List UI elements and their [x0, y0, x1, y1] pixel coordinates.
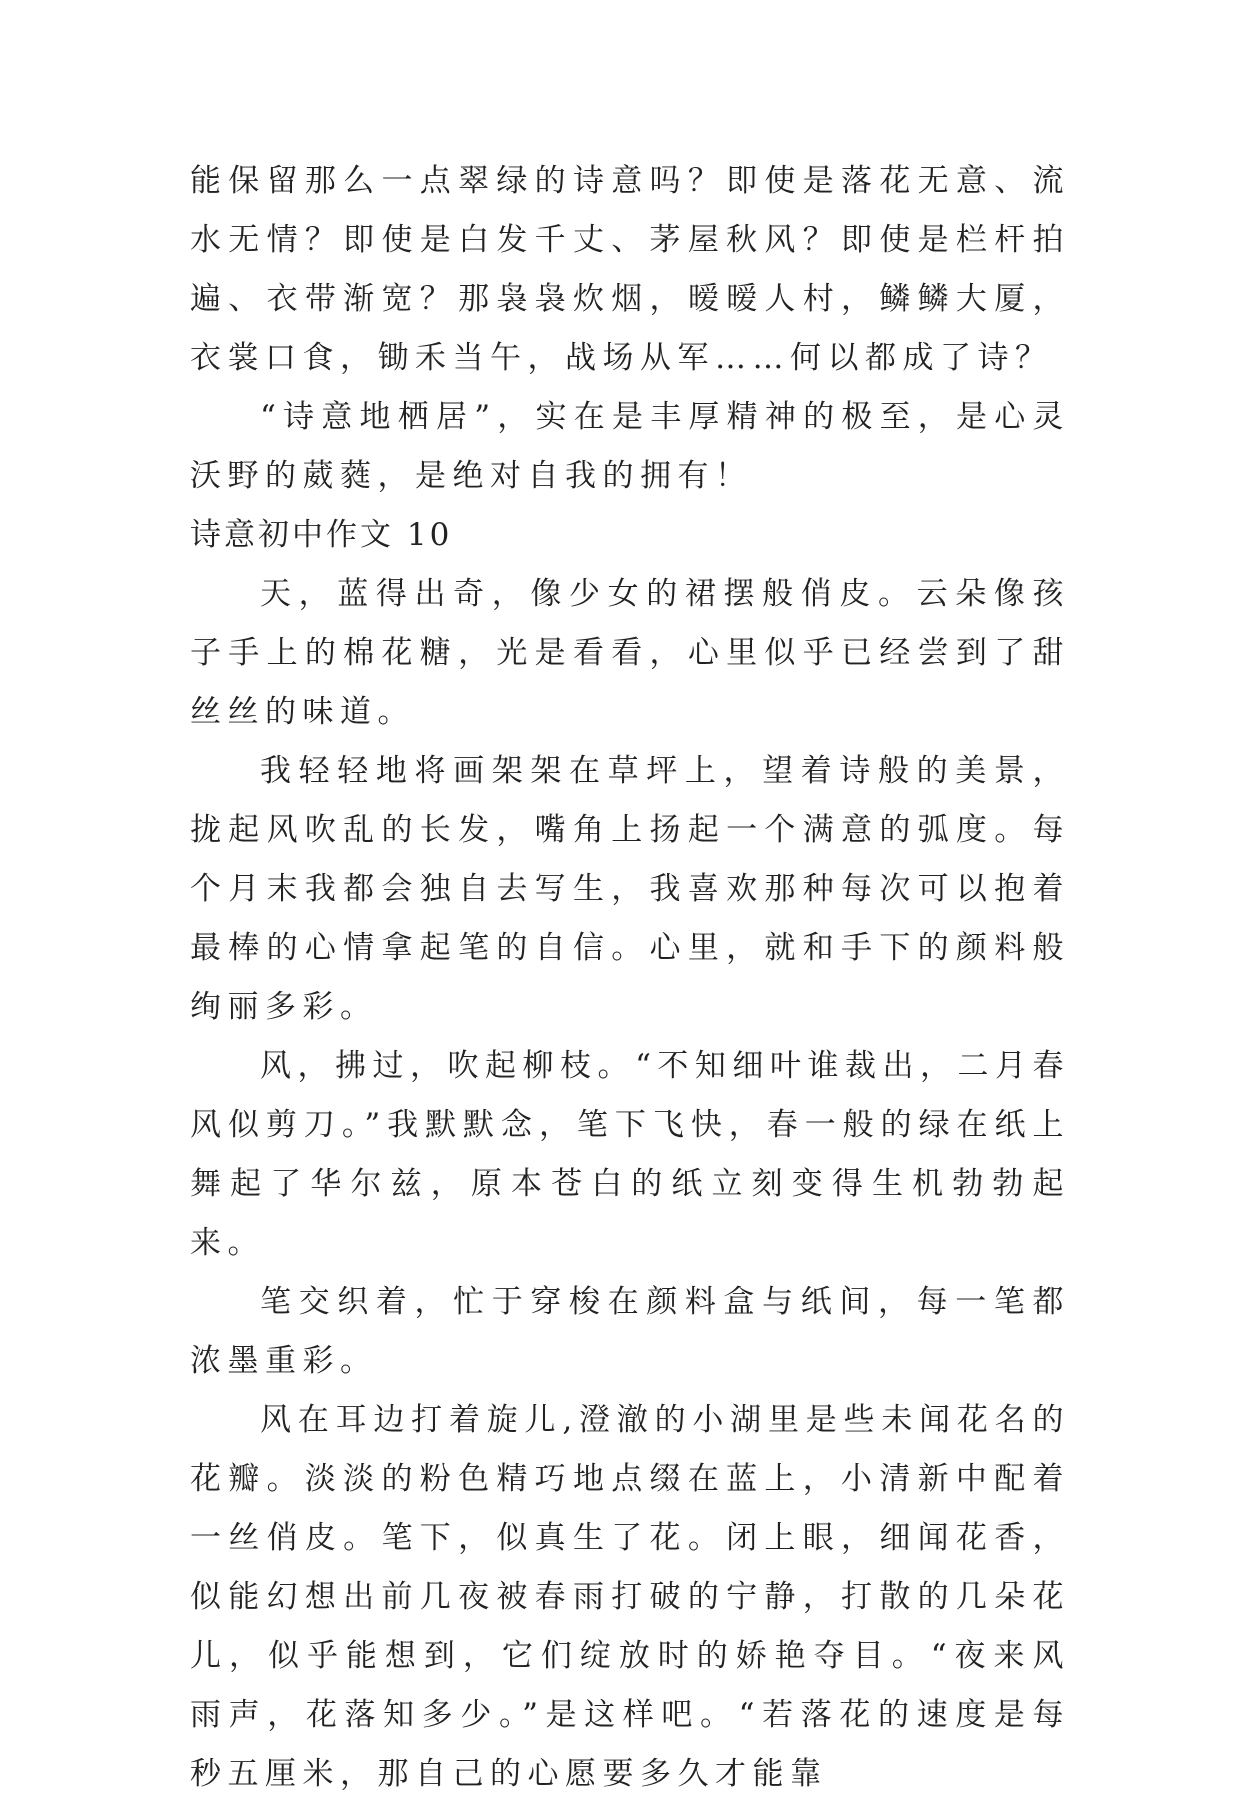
- paragraph-petals: 风在耳边打着旋儿,澄澈的小湖里是些未闻花名的花瓣。淡淡的粉色精巧地点缀在蓝上，小清新中配着一丝俏皮。笔下，似真生了花。闭上眼，细闻花香，似能幻想出前几夜被春雨打破的宁静，打散的几朵花儿，似乎能想到，它们绽放时的娇艳夺目。“夜来风雨声，花落知多少。”是这样吧。“若落花的速度是每秒五厘米，那自己的心愿要多久才能靠: [190, 1402, 1070, 1792]
- paragraph-willow: 风，拂过，吹起柳枝。“不知细叶谁裁出，二月春风似剪刀。”我默默念，笔下飞快，春一般的绿在纸上舞起了华尔兹，原本苍白的纸立刻变得生机勃勃起来。: [190, 1048, 1070, 1261]
- paragraph-blue-sky: 天，蓝得出奇，像少女的裙摆般俏皮。云朵像孩子手上的棉花糖，光是看看，心里似乎已经尝到了甜丝丝的味道。: [190, 576, 1070, 730]
- paragraph-poetic-questions: 能保留那么一点翠绿的诗意吗？即使是落花无意、流水无情？即使是白发千丈、茅屋秋风？即使是栏杆拍遍、衣带渐宽？那袅袅炊烟，暧暧人村，鳞鳞大厦，衣裳口食，锄禾当午，战场从军……何以都成了诗？: [190, 163, 1070, 376]
- paragraph-poetic-dwelling: “诗意地栖居”，实在是丰厚精神的极至，是心灵沃野的葳蕤，是绝对自我的拥有！: [190, 399, 1070, 494]
- document-body: [190, 152, 1070, 1804]
- paragraph-brush: 笔交织着，忙于穿梭在颜料盒与纸间，每一笔都浓墨重彩。: [190, 1284, 1070, 1379]
- paragraph-easel: 我轻轻地将画架架在草坪上，望着诗般的美景，拢起风吹乱的长发，嘴角上扬起一个满意的弧度。每个月末我都会独自去写生，我喜欢那种每次可以抱着最棒的心情拿起笔的自信。心里，就和手下的颜料般绚丽多彩。: [190, 753, 1070, 1025]
- essay-title: 诗意初中作文 10: [190, 517, 453, 553]
